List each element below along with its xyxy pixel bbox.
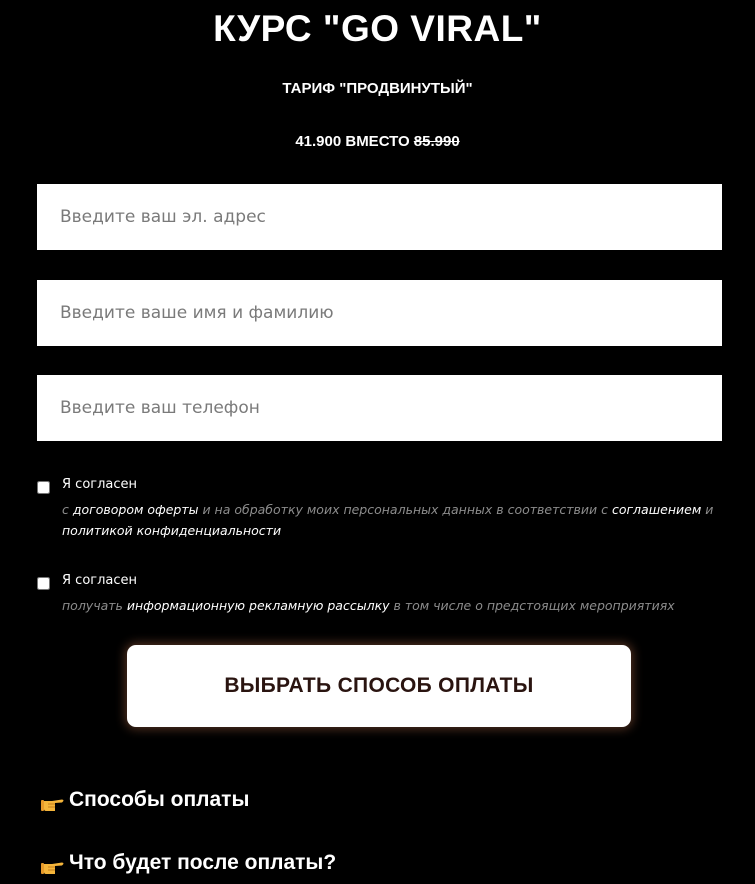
consent-offer-text-1: с — [62, 502, 73, 517]
consent-offer-label: Я согласен — [62, 477, 138, 492]
page-title: КУРС "GO VIRAL" — [213, 8, 542, 49]
consent-offer — [37, 477, 737, 537]
accordion-after-payment[interactable] — [40, 850, 336, 876]
privacy-policy-link[interactable]: политикой конфиденциальности — [62, 523, 282, 538]
accordion-label: Что будет после оплаты? — [69, 851, 337, 874]
consent-mailing-label: Я согласен — [62, 573, 138, 588]
offer-agreement-link[interactable]: договором оферты — [72, 502, 199, 517]
consent-mailing-text — [62, 595, 742, 616]
tariff-label: ТАРИФ "ПРОДВИНУТЫЙ" — [282, 80, 473, 97]
price-line — [0, 133, 755, 150]
consent-mailing — [37, 573, 737, 613]
price-old: 85.990 — [413, 133, 460, 150]
phone-input[interactable] — [37, 375, 722, 441]
consent-offer-text — [62, 499, 742, 541]
pointing-hand-icon — [40, 856, 66, 876]
name-input[interactable] — [37, 280, 722, 346]
choose-payment-button[interactable]: ВЫБРАТЬ СПОСОБ ОПЛАТЫ — [127, 645, 631, 727]
mailing-link[interactable]: информационную рекламную рассылку — [126, 598, 390, 613]
accordion-payment-methods[interactable] — [40, 787, 249, 813]
consent-mailing-checkbox[interactable] — [37, 577, 50, 590]
email-input[interactable] — [37, 184, 722, 250]
consent-mailing-text-2: в том числе о предстоящих мероприятиях — [389, 598, 675, 613]
consent-mailing-text-1: получать — [62, 598, 127, 613]
pointing-hand-icon — [40, 793, 66, 813]
consent-offer-text-3: и — [701, 502, 714, 517]
consent-offer-checkbox[interactable] — [37, 481, 50, 494]
price-new: 41.900 ВМЕСТО — [295, 133, 410, 150]
consent-offer-text-2: и на обработку моих персональных данных в соответствии с — [198, 502, 612, 517]
accordion-label: Способы оплаты — [69, 788, 250, 811]
user-agreement-link[interactable]: соглашением — [611, 502, 702, 517]
